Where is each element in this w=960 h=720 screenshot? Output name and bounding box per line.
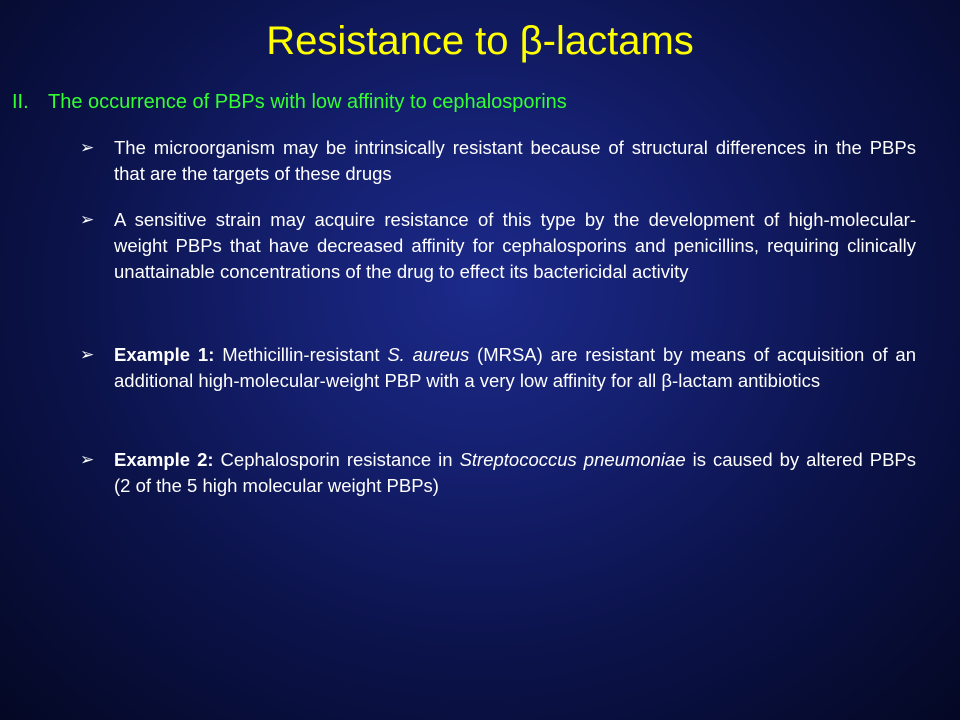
arrow-bullet-icon: ➢ bbox=[80, 345, 95, 364]
beta-symbol: β bbox=[661, 370, 673, 391]
bullet-text-part: (MRSA) are resistant by means of acquisition of an additional high-molecular-weight PBP with a very low affinity for all bbox=[114, 344, 916, 391]
arrow-bullet-icon: ➢ bbox=[80, 138, 95, 157]
title-text-start: Resistance to bbox=[266, 19, 520, 63]
arrow-bullet-icon: ➢ bbox=[80, 450, 95, 469]
bullet-text-part: Cephalosporin resistance in bbox=[213, 449, 460, 470]
bullet-text bbox=[114, 447, 916, 499]
slide-title bbox=[0, 17, 960, 65]
example-label: Example 2: bbox=[114, 449, 214, 470]
example-label: Example 1: bbox=[114, 344, 215, 365]
organism-name: S. aureus bbox=[387, 344, 470, 365]
bullet-intrinsic-resistance bbox=[80, 135, 916, 187]
bullet-text-part: is caused by altered PBPs (2 of the 5 high molecular weight PBPs) bbox=[114, 449, 917, 496]
bullet-text bbox=[114, 342, 916, 394]
bullet-example-1 bbox=[80, 342, 916, 394]
bullet-text: A sensitive strain may acquire resistance of this type by the development of high-molecular-weight PBPs that have decreased affinity for cephalosporins and penicillins, requiring clinically unattainable concentrations of the drug to effect its bactericidal activity bbox=[114, 209, 916, 282]
bullet-text-part: -lactam antibiotics bbox=[672, 370, 821, 391]
organism-name: Streptococcus pneumoniae bbox=[459, 449, 686, 470]
title-beta-symbol: β bbox=[519, 19, 543, 63]
bullet-text-part: Methicillin-resistant bbox=[214, 344, 388, 365]
section-heading bbox=[12, 89, 567, 115]
section-heading-text: The occurrence of PBPs with low affinity to cephalosporins bbox=[48, 91, 567, 113]
bullet-acquired-resistance bbox=[80, 207, 916, 285]
arrow-bullet-icon: ➢ bbox=[80, 210, 95, 229]
section-number: II. bbox=[12, 91, 29, 113]
title-text-end: -lactams bbox=[542, 19, 694, 63]
bullet-example-2 bbox=[80, 447, 916, 499]
bullet-text: The microorganism may be intrinsically resistant because of structural differences in the PBPs that are the targets of these drugs bbox=[114, 137, 916, 184]
